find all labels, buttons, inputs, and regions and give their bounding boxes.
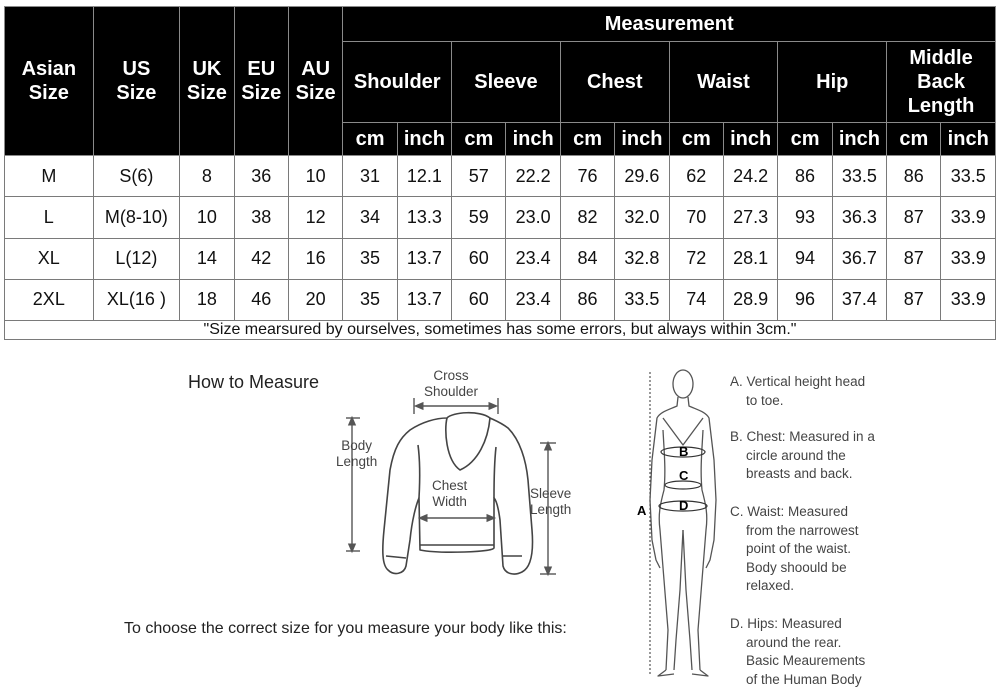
table-cell: 29.6 — [615, 156, 669, 197]
how-to-measure-title: How to Measure — [188, 372, 320, 392]
table-cell: 20 — [288, 279, 342, 320]
sleeve-length-label: Sleeve Length — [530, 486, 572, 517]
unit-cm: cm — [778, 123, 832, 156]
legend-item-b — [730, 428, 900, 484]
table-cell: 22.2 — [506, 156, 560, 197]
table-cell: M — [5, 156, 94, 197]
table-cell: 32.0 — [615, 197, 669, 238]
instruction-text: To choose the correct size for you measure your body like this: — [124, 620, 567, 637]
table-cell: 8 — [180, 156, 234, 197]
table-cell: 33.9 — [941, 238, 996, 279]
table-cell: 82 — [560, 197, 614, 238]
table-cell: 36.3 — [832, 197, 886, 238]
unit-inch: inch — [941, 123, 996, 156]
legend-rest: around the rear. Basic Meaurements of the Human Body — [746, 634, 866, 687]
table-cell: 60 — [452, 238, 506, 279]
table-cell: 28.1 — [723, 238, 777, 279]
unit-inch: inch — [397, 123, 451, 156]
table-cell: 27.3 — [723, 197, 777, 238]
table-cell: 13.7 — [397, 279, 451, 320]
table-cell: 14 — [180, 238, 234, 279]
unit-inch: inch — [832, 123, 886, 156]
table-cell: 23.4 — [506, 238, 560, 279]
unit-cm: cm — [887, 123, 941, 156]
size-rows — [5, 156, 996, 321]
cross-shoulder-label: Cross Shoulder — [424, 368, 479, 399]
unit-inch: inch — [723, 123, 777, 156]
table-row — [5, 156, 996, 197]
table-cell: 42 — [234, 238, 288, 279]
header-au-size: AU Size — [288, 7, 342, 156]
header-eu-size: EU Size — [234, 7, 288, 156]
table-cell: 34 — [343, 197, 397, 238]
header-us-size: US Size — [93, 7, 180, 156]
table-cell: 86 — [560, 279, 614, 320]
table-cell: 23.0 — [506, 197, 560, 238]
table-cell: 74 — [669, 279, 723, 320]
table-cell: 57 — [452, 156, 506, 197]
table-cell: 12.1 — [397, 156, 451, 197]
table-cell: 87 — [887, 279, 941, 320]
header-hip: Hip — [778, 42, 887, 123]
unit-inch: inch — [615, 123, 669, 156]
body-letter-d: D — [679, 498, 689, 513]
size-chart-table — [4, 6, 996, 340]
legend-item-a — [730, 373, 900, 410]
table-row — [5, 197, 996, 238]
table-cell: XL — [5, 238, 94, 279]
table-cell: 24.2 — [723, 156, 777, 197]
chest-width-label: Chest Width — [432, 478, 468, 509]
table-cell: 33.5 — [941, 156, 996, 197]
table-cell: L(12) — [93, 238, 180, 279]
header-asian-size: Asian Size — [5, 7, 94, 156]
table-cell: 36 — [234, 156, 288, 197]
unit-cm: cm — [560, 123, 614, 156]
table-cell: M(8-10) — [93, 197, 180, 238]
legend-lead: C. Waist: Measured — [730, 504, 849, 519]
table-cell: 86 — [778, 156, 832, 197]
table-cell: 62 — [669, 156, 723, 197]
table-cell: 13.7 — [397, 238, 451, 279]
table-cell: 59 — [452, 197, 506, 238]
body-letter-c: C — [679, 468, 689, 483]
table-cell: XL(16 ) — [93, 279, 180, 320]
body-letter-b: B — [679, 444, 689, 459]
table-cell: 23.4 — [506, 279, 560, 320]
header-shoulder: Shoulder — [343, 42, 452, 123]
table-cell: 31 — [343, 156, 397, 197]
table-cell: 60 — [452, 279, 506, 320]
table-cell: 12 — [288, 197, 342, 238]
legend-item-d — [730, 615, 900, 689]
body-length-label: Body Length — [336, 438, 378, 469]
legend-rest: circle around the breasts and back. — [746, 447, 853, 481]
table-cell: 70 — [669, 197, 723, 238]
table-cell: S(6) — [93, 156, 180, 197]
table-cell: 10 — [180, 197, 234, 238]
table-cell: 38 — [234, 197, 288, 238]
legend-item-c — [730, 503, 900, 596]
table-cell: 33.5 — [615, 279, 669, 320]
header-uk-size: UK Size — [180, 7, 234, 156]
table-cell: 86 — [887, 156, 941, 197]
table-cell: 28.9 — [723, 279, 777, 320]
table-cell: 93 — [778, 197, 832, 238]
legend-rest: to toe. — [746, 392, 784, 408]
table-cell: 72 — [669, 238, 723, 279]
table-cell: 32.8 — [615, 238, 669, 279]
table-cell: 35 — [343, 279, 397, 320]
table-cell: 35 — [343, 238, 397, 279]
measurement-note: "Size mearsured by ourselves, sometimes has some errors, but always within 3cm." — [5, 321, 996, 340]
table-cell: L — [5, 197, 94, 238]
table-cell: 33.9 — [941, 197, 996, 238]
legend-lead: B. Chest: Measured in a — [730, 429, 875, 444]
table-cell: 37.4 — [832, 279, 886, 320]
legend-lead: A. Vertical height head — [730, 374, 866, 389]
table-row — [5, 279, 996, 320]
table-cell: 96 — [778, 279, 832, 320]
unit-cm: cm — [452, 123, 506, 156]
legend-rest: from the narrowest point of the waist. Body shoould be relaxed. — [746, 522, 859, 593]
table-row — [5, 238, 996, 279]
table-cell: 33.5 — [832, 156, 886, 197]
table-cell: 87 — [887, 197, 941, 238]
header-sleeve: Sleeve — [452, 42, 561, 123]
table-cell: 46 — [234, 279, 288, 320]
table-cell: 87 — [887, 238, 941, 279]
table-cell: 18 — [180, 279, 234, 320]
body-letter-a: A — [637, 503, 647, 518]
unit-cm: cm — [343, 123, 397, 156]
table-cell: 36.7 — [832, 238, 886, 279]
unit-cm: cm — [669, 123, 723, 156]
table-cell: 33.9 — [941, 279, 996, 320]
header-middle-back-length: Middle Back Length — [887, 42, 996, 123]
human-body-illustration — [650, 370, 716, 676]
table-cell: 2XL — [5, 279, 94, 320]
table-cell: 16 — [288, 238, 342, 279]
table-cell: 76 — [560, 156, 614, 197]
table-cell: 10 — [288, 156, 342, 197]
legend-lead: D. Hips: Measured — [730, 616, 842, 631]
table-cell: 84 — [560, 238, 614, 279]
table-cell: 13.3 — [397, 197, 451, 238]
header-chest: Chest — [560, 42, 669, 123]
unit-inch: inch — [506, 123, 560, 156]
header-waist: Waist — [669, 42, 778, 123]
header-measurement: Measurement — [343, 7, 996, 42]
table-cell: 94 — [778, 238, 832, 279]
